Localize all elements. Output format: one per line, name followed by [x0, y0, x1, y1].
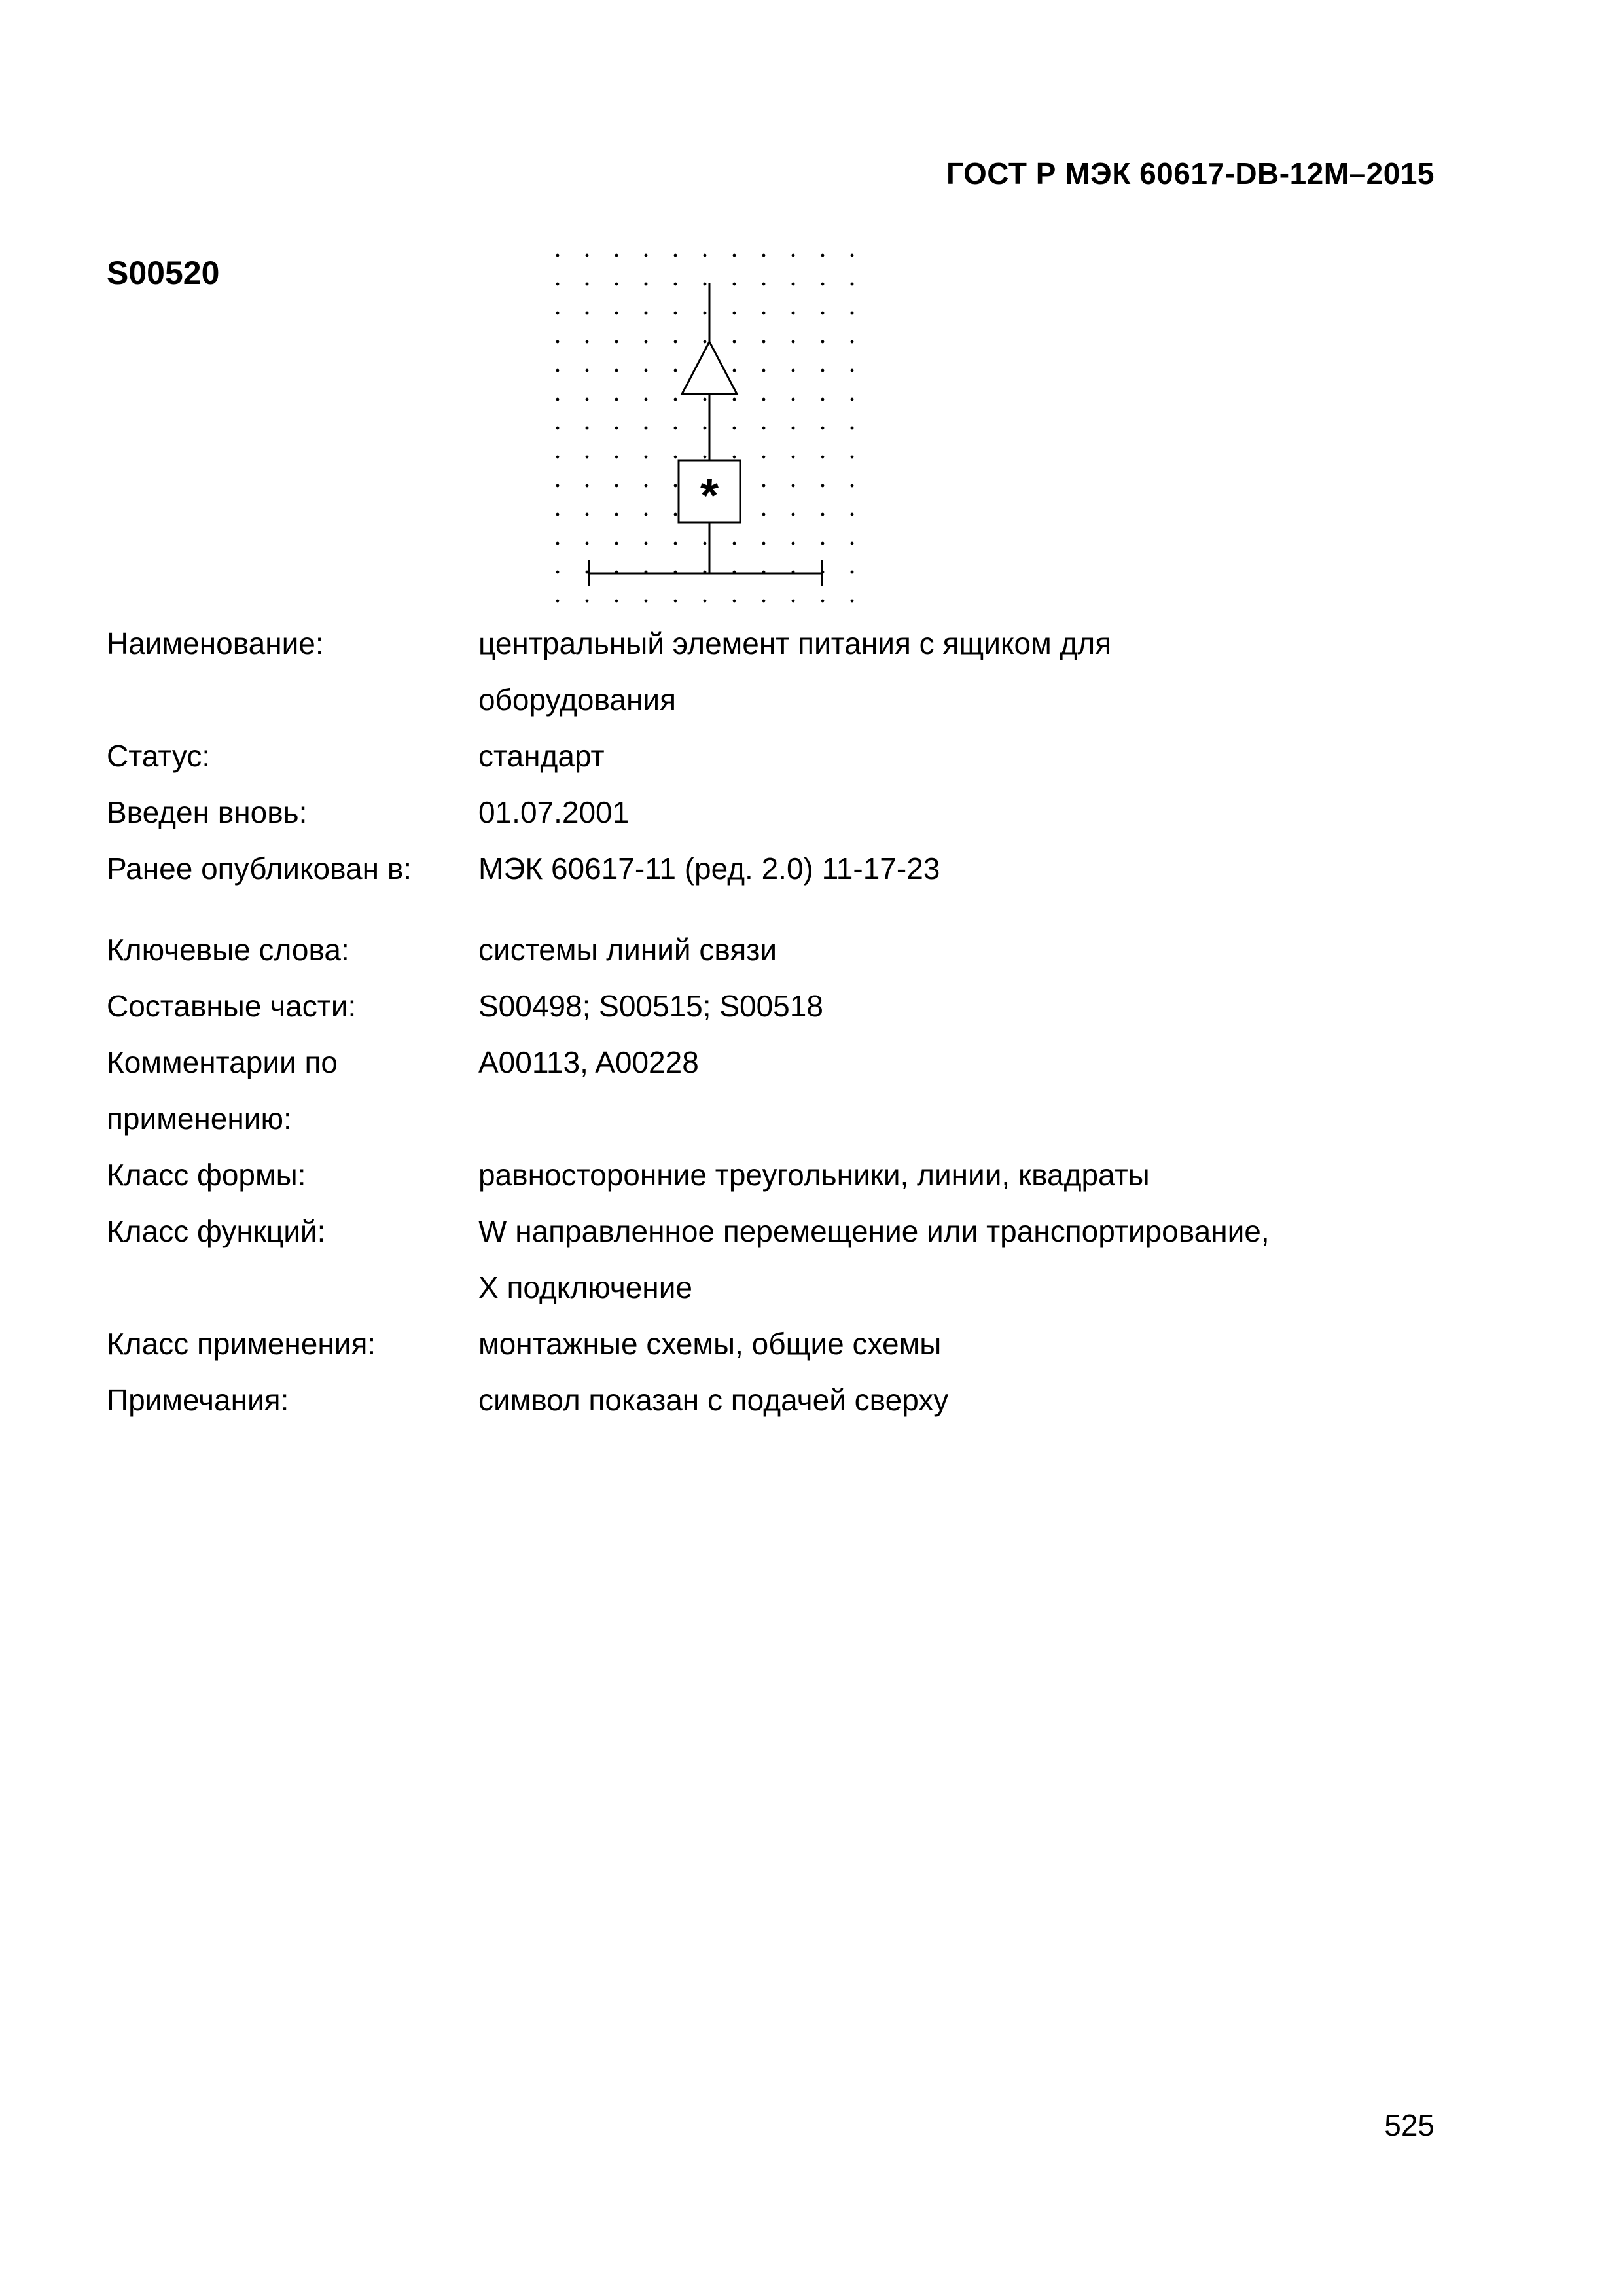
grid-dot	[615, 369, 618, 372]
grid-dot	[733, 340, 736, 344]
grid-dot	[821, 398, 825, 401]
grid-dot	[792, 427, 795, 430]
grid-dot	[586, 542, 589, 545]
grid-dot	[762, 312, 766, 315]
property-label: Класс применения:	[107, 1327, 376, 1361]
grid-dot	[704, 312, 707, 315]
property-value: центральный элемент питания с ящиком для оборудования	[478, 626, 1112, 717]
grid-dot	[851, 542, 854, 545]
property-label: Наименование:	[107, 626, 324, 660]
grid-dot	[674, 398, 677, 401]
property-label: Ключевые слова:	[107, 933, 349, 967]
grid-dot	[556, 427, 560, 430]
grid-dot	[645, 340, 648, 344]
property-row-function-class	[107, 1203, 1448, 1316]
grid-dot	[821, 312, 825, 315]
grid-dot	[792, 312, 795, 315]
grid-dot	[821, 542, 825, 545]
property-row-application-class	[107, 1316, 1448, 1372]
property-value: монтажные схемы, общие схемы	[478, 1327, 942, 1361]
document-standard-header: ГОСТ Р МЭК 60617-DB-12M–2015	[946, 156, 1435, 190]
grid-dot	[586, 283, 589, 286]
grid-dot	[851, 312, 854, 315]
grid-dot	[645, 312, 648, 315]
grid-dots	[556, 254, 854, 603]
grid-dot	[792, 456, 795, 459]
grid-dot	[556, 398, 560, 401]
properties-table	[107, 615, 1448, 1428]
grid-dot	[792, 600, 795, 603]
grid-dot	[674, 283, 677, 286]
grid-dot	[586, 340, 589, 344]
grid-dot	[733, 542, 736, 545]
grid-dot	[762, 398, 766, 401]
grid-dot	[586, 456, 589, 459]
grid-dot	[645, 254, 648, 257]
grid-dot	[674, 542, 677, 545]
grid-dot	[645, 542, 648, 545]
grid-dot	[851, 398, 854, 401]
grid-dot	[645, 427, 648, 430]
grid-dot	[733, 254, 736, 257]
property-label: Составные части:	[107, 989, 357, 1023]
property-row-shape-class	[107, 1147, 1448, 1203]
grid-dot	[556, 456, 560, 459]
grid-dot	[851, 484, 854, 488]
grid-dot	[733, 398, 736, 401]
grid-dot	[762, 427, 766, 430]
grid-dot	[674, 456, 677, 459]
grid-dot	[821, 427, 825, 430]
grid-dot	[556, 600, 560, 603]
grid-dot	[586, 484, 589, 488]
grid-dot	[851, 513, 854, 516]
grid-dot	[792, 283, 795, 286]
grid-dot	[674, 513, 677, 516]
grid-dot	[762, 513, 766, 516]
grid-dot	[586, 513, 589, 516]
property-label: Класс формы:	[107, 1158, 306, 1192]
property-label: Ранее опубликован в:	[107, 852, 412, 886]
grid-dot	[645, 456, 648, 459]
grid-dot	[645, 484, 648, 488]
grid-dot	[645, 513, 648, 516]
grid-dot	[556, 484, 560, 488]
grid-dot	[704, 456, 707, 459]
grid-dot	[851, 283, 854, 286]
grid-dot	[762, 283, 766, 286]
grid-dot	[851, 340, 854, 344]
grid-dot	[586, 312, 589, 315]
page-number: 525	[1384, 2108, 1435, 2142]
grid-dot	[704, 600, 707, 603]
property-label: Введен вновь:	[107, 795, 308, 829]
grid-dot	[704, 254, 707, 257]
grid-dot	[674, 427, 677, 430]
property-value: МЭК 60617-11 (ред. 2.0) 11-17-23	[478, 852, 940, 886]
grid-dot	[556, 254, 560, 257]
grid-dot	[556, 513, 560, 516]
grid-dot	[586, 398, 589, 401]
grid-dot	[851, 456, 854, 459]
grid-dot	[792, 484, 795, 488]
grid-dot	[762, 254, 766, 257]
grid-dot	[704, 398, 707, 401]
property-label: Примечания:	[107, 1383, 289, 1417]
grid-dot	[821, 369, 825, 372]
grid-dot	[556, 542, 560, 545]
property-row-status	[107, 728, 1448, 784]
grid-dot	[615, 513, 618, 516]
grid-dot	[821, 254, 825, 257]
grid-dot	[762, 600, 766, 603]
grid-dot	[733, 369, 736, 372]
property-value: 01.07.2001	[478, 795, 630, 829]
grid-dot	[586, 600, 589, 603]
property-value: символ показан с подачей сверху	[478, 1383, 949, 1417]
grid-dot	[645, 398, 648, 401]
central-power-supply-with-equipment-box-symbol-icon	[543, 242, 864, 615]
grid-dot	[556, 369, 560, 372]
grid-dot	[674, 369, 677, 372]
grid-dot	[615, 456, 618, 459]
grid-dot	[674, 600, 677, 603]
property-row-introduced	[107, 784, 1448, 840]
grid-dot	[821, 484, 825, 488]
grid-dot	[615, 600, 618, 603]
symbol-figure	[543, 242, 864, 615]
grid-dot	[586, 427, 589, 430]
grid-dot	[762, 369, 766, 372]
grid-dot	[615, 312, 618, 315]
grid-dot	[704, 427, 707, 430]
property-value: системы линий связи	[478, 933, 777, 967]
grid-dot	[821, 283, 825, 286]
grid-dot	[704, 283, 707, 286]
grid-dot	[674, 254, 677, 257]
property-row-notes	[107, 1372, 1448, 1428]
grid-dot	[615, 283, 618, 286]
grid-dot	[615, 340, 618, 344]
grid-dot	[615, 398, 618, 401]
property-label: Комментарии по применению:	[107, 1045, 338, 1136]
symbol-id: S00520	[107, 255, 220, 291]
grid-dot	[762, 340, 766, 344]
grid-dot	[645, 283, 648, 286]
grid-dot	[704, 542, 707, 545]
property-row-keywords	[107, 922, 1448, 978]
grid-dot	[821, 456, 825, 459]
grid-dot	[851, 254, 854, 257]
property-value: равносторонние треугольники, линии, квадраты	[478, 1158, 1150, 1192]
property-row-application-comments	[107, 1034, 1448, 1147]
property-row-components	[107, 978, 1448, 1034]
grid-dot	[792, 542, 795, 545]
property-label: Класс функций:	[107, 1214, 326, 1248]
grid-dot	[586, 254, 589, 257]
grid-dot	[556, 283, 560, 286]
property-value: S00498; S00515; S00518	[478, 989, 823, 1023]
grid-dot	[586, 369, 589, 372]
grid-dot	[733, 427, 736, 430]
box-asterisk: *	[700, 470, 719, 522]
property-row-name	[107, 615, 1448, 728]
grid-dot	[704, 340, 707, 344]
grid-dot	[851, 427, 854, 430]
grid-dot	[733, 456, 736, 459]
property-label: Статус:	[107, 739, 211, 773]
grid-dot	[792, 254, 795, 257]
grid-dot	[762, 542, 766, 545]
grid-dot	[821, 513, 825, 516]
grid-dot	[615, 484, 618, 488]
grid-dot	[821, 600, 825, 603]
grid-dot	[556, 571, 560, 574]
property-row-previously-published	[107, 840, 1448, 897]
grid-dot	[792, 513, 795, 516]
grid-dot	[615, 542, 618, 545]
grid-dot	[851, 600, 854, 603]
grid-dot	[674, 340, 677, 344]
section-gap	[107, 897, 1448, 922]
triangle-shape	[682, 342, 737, 394]
grid-dot	[733, 312, 736, 315]
grid-dot	[762, 456, 766, 459]
grid-dot	[851, 571, 854, 574]
grid-dot	[615, 427, 618, 430]
grid-dot	[733, 283, 736, 286]
grid-dot	[762, 484, 766, 488]
grid-dot	[674, 484, 677, 488]
property-value: стандарт	[478, 739, 605, 773]
property-value: A00113, A00228	[478, 1045, 699, 1079]
grid-dot	[851, 369, 854, 372]
property-value: W направленное перемещение или транспортирование, X подключение	[478, 1214, 1270, 1304]
grid-dot	[615, 254, 618, 257]
grid-dot	[556, 312, 560, 315]
grid-dot	[733, 600, 736, 603]
grid-dot	[556, 340, 560, 344]
grid-dot	[645, 369, 648, 372]
grid-dot	[645, 600, 648, 603]
grid-dot	[792, 369, 795, 372]
grid-dot	[792, 398, 795, 401]
grid-dot	[792, 340, 795, 344]
grid-dot	[821, 340, 825, 344]
grid-dot	[674, 312, 677, 315]
